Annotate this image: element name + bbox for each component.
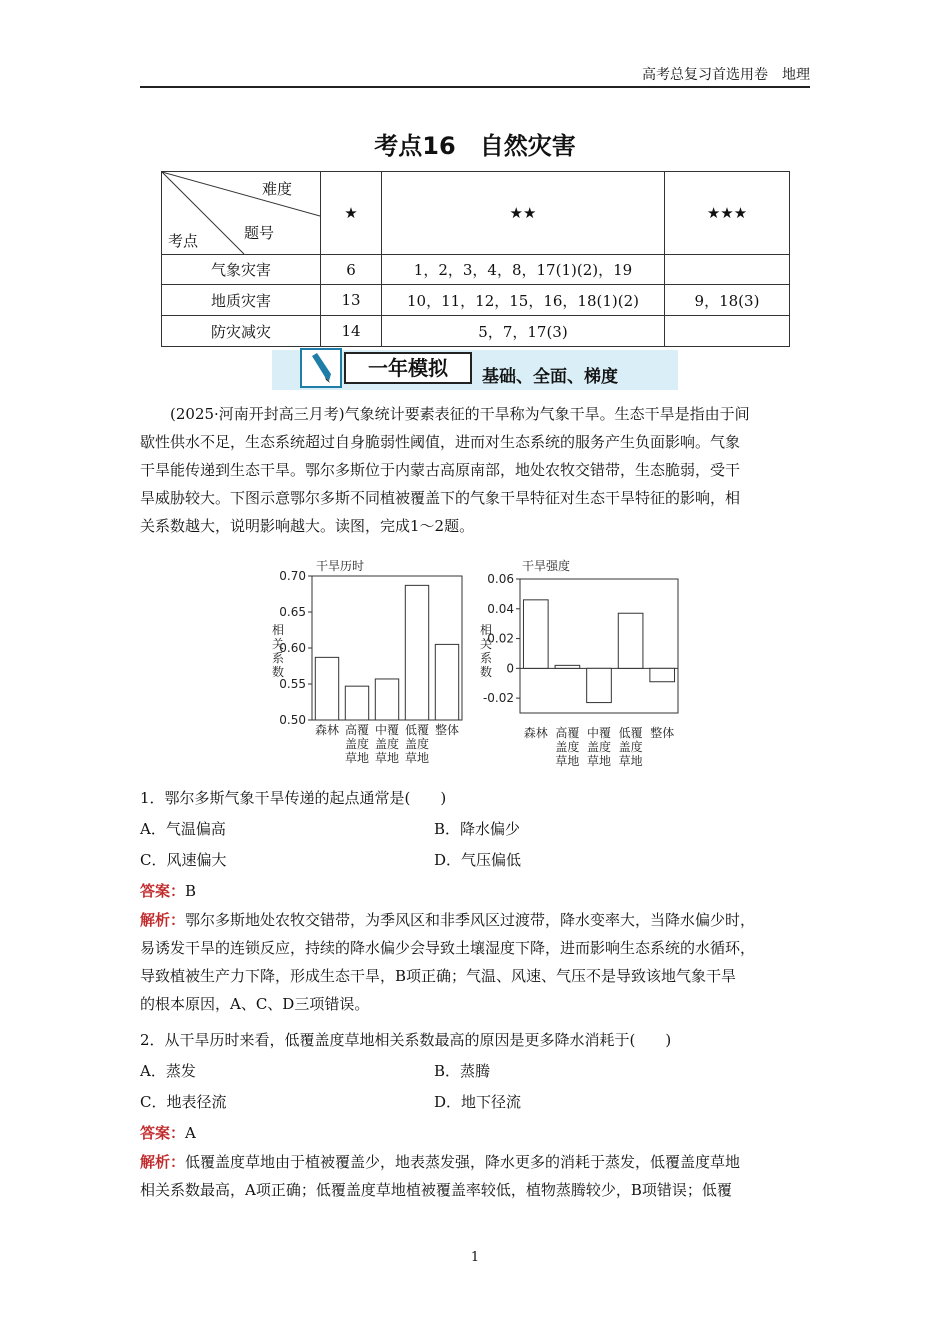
page-title: 考点16 自然灾害 [374,132,576,160]
level-2-cell: 1，2，3，4，8，17(1)(2)，19 [382,255,665,285]
topic-name: 地质灾害 [162,285,321,316]
y-tick-label: 0 [506,661,514,676]
level-1-cell: 6 [321,255,382,285]
q2-analysis [140,1148,810,1204]
q2-option-b: B．蒸腾 [434,1062,491,1080]
x-tick-label: 盖度 [555,740,580,754]
y-tick-label: 0.04 [487,601,514,616]
q1-option-a: A．气温偏高 [140,820,226,838]
bar [405,585,428,720]
bar [345,686,368,720]
bar [375,679,398,720]
x-tick-label: 高覆 [344,723,370,737]
q1-option-b: B．降水偏少 [434,820,521,838]
x-tick-label: 中覆 [374,723,400,737]
y-tick-label: 0.50 [279,713,306,727]
table-row [162,255,790,285]
level-1-cell: 14 [321,316,382,347]
table-row [162,316,790,347]
y-tick-label: 0.06 [487,572,514,586]
x-tick-label: 低覆 [618,726,643,740]
bar [587,668,612,702]
intro-line: 干旱能传递到生态干旱。鄂尔多斯位于内蒙古高原南部，地处农牧交错带，生态脆弱，受干 [140,461,741,479]
x-tick-label: 草地 [374,751,400,765]
level-1-cell: 13 [321,285,382,316]
x-tick-label: 草地 [586,754,612,768]
answer-label: 答案： [140,882,186,900]
bar [650,668,675,681]
x-tick-label: 高覆 [555,726,580,740]
answer-value: B [185,882,197,900]
x-tick-label: 草地 [555,754,580,768]
intro-line: 歇性供水不足，生态系统超过自身脆弱性阈值，进而对生态系统的服务产生负面影响。气象 [140,433,741,451]
x-tick-label: 草地 [344,751,370,765]
y-axis-label-char: 系 [479,651,493,665]
bar [315,657,338,720]
level-2-cell: 5，7，17(3) [382,316,665,347]
x-tick-label: 盖度 [404,737,430,751]
x-tick-label: 整体 [650,726,675,740]
table-corner-cell [162,172,321,255]
bar [555,665,580,668]
analysis-line: 鄂尔多斯地处农牧交错带，为季风区和非季风区过渡带，降水变率大，当降水偏少时， [185,911,756,929]
y-tick-label: 0.65 [279,605,306,619]
corner-question-label: 题号 [244,224,275,242]
x-tick-label: 盖度 [344,737,370,751]
level-2-header: ★★ [382,172,665,255]
q1-stem: 1．鄂尔多斯气象干旱传递的起点通常是( ) [140,789,447,807]
intro-line: 关系数越大，说明影响越大。读图，完成1～2题。 [140,517,475,535]
answer-value: A [185,1124,196,1142]
bar [618,613,643,668]
chart-title: 干旱强度 [522,559,571,573]
answer-label: 答案： [140,1124,186,1142]
analysis-line: 易诱发干旱的连锁反应，持续的降水偏少会导致土壤湿度下降，进而影响生态系统的水循环， [140,939,756,957]
q2-stem: 2．从干旱历时来看，低覆盖度草地相关系数最高的原因是更多降水消耗于( ) [140,1031,672,1049]
banner-label: 一年模拟 [344,352,472,384]
analysis-line: 低覆盖度草地由于植被覆盖少，地表蒸发强，降水更多的消耗于蒸发，低覆盖度草地 [185,1153,741,1171]
bar [523,600,548,668]
intro-line: (2025·河南开封高三月考)气象统计要素表征的干旱称为气象干旱。生态干旱是指由于间 [170,405,750,423]
header-text: 高考总复习首选用卷 地理 [642,67,810,83]
bar [435,644,458,720]
q1-option-d: D．气压偏低 [434,851,522,869]
q2-option-c: C．地表径流 [140,1093,227,1111]
q2-answer [140,1122,196,1143]
section-banner [272,348,678,392]
y-tick-label: 0.60 [279,641,306,655]
x-tick-label: 盖度 [618,740,643,754]
analysis-label: 解析： [140,1153,186,1171]
page-number: 1 [470,1250,480,1265]
table-row [162,285,790,316]
corner-difficulty-label: 难度 [262,180,293,198]
y-tick-label: 0.70 [279,569,306,583]
q1-option-c: C．风速偏大 [140,851,227,869]
q2-option-d: D．地下径流 [434,1093,522,1111]
level-3-header: ★★★ [665,172,790,255]
x-tick-label: 中覆 [586,726,612,740]
y-tick-label: 0.02 [487,631,514,646]
y-tick-label: 0.55 [279,677,306,691]
intro-line: 旱威胁较大。下图示意鄂尔多斯不同植被覆盖下的气象干旱特征对生态干旱特征的影响，相 [140,489,741,507]
analysis-line: 相关系数最高，A项正确；低覆盖度草地植被覆盖率较低，植物蒸腾较少，B项错误；低覆 [140,1181,732,1199]
topic-name: 防灾减灾 [162,316,321,347]
drought-correlation-charts [258,556,688,770]
analysis-line: 的根本原因，A、C、D三项错误。 [140,995,370,1013]
intro-paragraph [140,400,810,540]
level-3-cell [665,316,790,347]
level-3-cell [665,255,790,285]
analysis-line: 导致植被生产力下降，形成生态干旱，B项正确；气温、风速、气压不是导致该地气象干旱 [140,967,737,985]
q1-analysis [140,906,810,1018]
y-axis-label-char: 关 [479,637,493,651]
level-2-cell: 10，11，12，15，16，18(1)(2) [382,285,665,316]
level-1-header: ★ [321,172,382,255]
y-axis-label-char: 数 [479,665,493,679]
x-tick-label: 森林 [314,723,340,737]
analysis-label: 解析： [140,911,186,929]
difficulty-table [161,171,790,347]
y-axis-label-char: 系 [271,651,285,665]
x-tick-label: 草地 [404,751,430,765]
y-axis-label-char: 关 [271,637,285,651]
topic-name: 气象灾害 [162,255,321,285]
x-tick-label: 草地 [618,754,643,768]
x-tick-label: 森林 [523,726,548,740]
q2-option-a: A．蒸发 [140,1062,196,1080]
chart-title: 干旱历时 [316,559,365,573]
running-header [140,64,810,88]
y-axis-label-char: 相 [271,623,285,637]
x-tick-label: 整体 [434,723,460,737]
banner-subtitle: 基础、全面、梯度 [482,367,618,387]
q1-answer [140,880,196,901]
level-3-cell: 9，18(3) [665,285,790,316]
y-axis-label-char: 数 [271,665,285,679]
corner-topic-label: 考点 [168,232,199,250]
y-tick-label: -0.02 [482,691,514,706]
x-tick-label: 低覆 [404,723,430,737]
x-tick-label: 盖度 [586,740,612,754]
x-tick-label: 盖度 [374,737,400,751]
pencil-icon [300,348,342,388]
y-axis-label-char: 相 [479,623,493,637]
